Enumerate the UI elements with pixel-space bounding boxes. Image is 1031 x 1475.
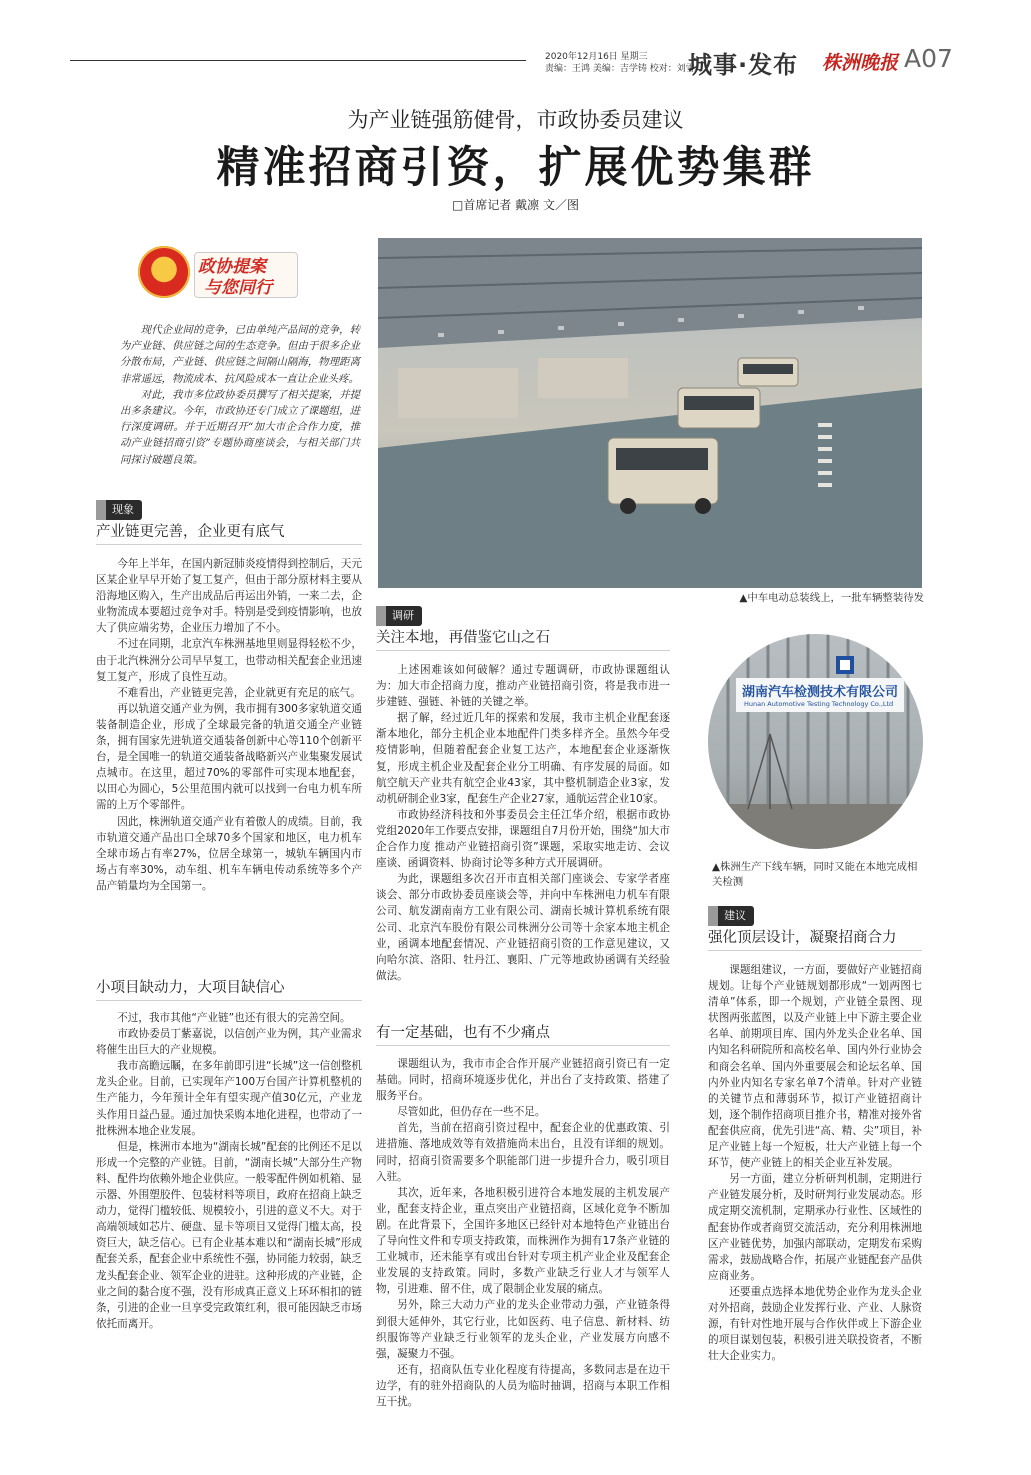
paragraph: 市政协委员丁紫嘉说，以信创产业为例，其产业需求将催生出巨大的产业规模。 [96, 1028, 362, 1057]
lead-paragraph: 现代企业间的竞争，已由单纯产品间的竞争，转为产业链、供应链之间的生态竞争。但由于很多企业分散布局，产业链、供应链之间隔山隔海，物理距离非常遥远，物流成本、抗风险成本一直让企业头疼。 [120, 324, 360, 385]
lead-paragraph: 对此，我市多位政协委员撰写了相关提案，并提出多条建议。今年，市政协还专门成立了课题组，进行深度调研。并于近期召开“加大市企合作力度，推动产业链招商引资”专题协商座谈会，与相关部门共同探讨破题良策。 [120, 388, 360, 466]
badge-line1: 政协提案 [198, 257, 266, 277]
body-xianxiang-part1 [96, 556, 362, 894]
headline-kicker: 为产业链强筋健骨，市政协委员建议 [347, 108, 684, 132]
paragraph: 课题组认为，我市市企合作开展产业链招商引资已有一定基础。同时，招商环境逐步优化，并出台了支持政策、搭建了服务平台。 [376, 1058, 670, 1103]
body-diaoyan-part2 [376, 1056, 670, 1410]
paragraph: 首先，当前在招商引资过程中，配套企业的优惠政策、引进措施、落地成效等有效措施尚未出台，且没有详细的规划。同时，招商引资需要多个职能部门进一步提升合力，吸引项目入驻。 [376, 1122, 670, 1183]
paragraph: 尽管如此，但仍存在一些不足。 [397, 1106, 546, 1119]
paragraph: 课题组建议，一方面，要做好产业链招商规划。让每个产业链规划都形成“一划两图七清单”体系，即一个规划，产业链全景图、现状图两张蓝图，以及产业链上中下游主要企业名单、前期项目库、国内外龙头企业名单、国内知名科研院所和高校名单、国内外行业协会和商会名单、国内外重要展会和论坛名单、国内外业内知名专家名单7个清单。针对产业链的关键节点和薄弱环节，拟订产业链招商计划，逐个制作招商项目推介书，精准对接外省配套供应商，优先引进“高、精、尖”项目，补足产业链上每一个短板，壮大产业链上每一个环节，使产业链上的相关企业互补发展。 [708, 964, 922, 1170]
paragraph: 但是，株洲市本地为“湖南长城”配套的比例还不足以形成一个完整的产业链。目前，“湖南长城”大部分生产物料、配件均依赖外地企业供应。一般零配件例如机箱、显示器、外围塑胶件、包装材料等项目，政府在招商上缺乏动力，觉得门槛较低、规模较小，引进的意义不大。对于高端领域如芯片、硬盘、显卡等项目又觉得门槛太高，投资巨大，缺乏信心。已有企业基本难以和“湖南长城”形成配套关系，配套企业中系统性不强，协同能力较弱，缺乏龙头配套企业、领军企业的进驻。这种形成的产业链，企业之间的黏合度不强，没有形成真正意义上环环相扣的链条，引进的企业一旦享受完政策红利，很可能因缺乏市场依托而离开。 [96, 1140, 362, 1330]
issue-date: 2020年12月16日 星期三 [545, 52, 648, 62]
cppcc-badge [138, 246, 298, 302]
paragraph: 另一方面，建立分析研判机制，定期进行产业链发展分析，及时研判行业发展动态。形成定期交流机制，定期承办行业性、区域性的配套协作或者商贸交流活动，充分利用株洲地区产业链优势，加强内部联动，定期发布采购需求，鼓励战略合作，拓展产业链配套产品供应商业务。 [708, 1173, 922, 1282]
photo-bus-assembly-line [378, 238, 922, 588]
testing-chamber-illustration [708, 634, 923, 849]
header-rule [70, 60, 526, 61]
body-diaoyan-part1 [376, 662, 670, 984]
paragraph: 还要重点选择本地优势企业作为龙头企业对外招商，鼓励企业发挥行业、产业、人脉资源，有针对性地开展与合作伙伴或上下游企业的项目谋划包装，积极引进关联投资者，不断壮大企业实力。 [708, 1285, 922, 1363]
cppcc-emblem-icon [138, 246, 190, 298]
editor-credits: 责编：王鸿 美编：吉学铸 校对：刘雪 [545, 64, 695, 74]
subhead-xianxiang-2: 小项目缺动力，大项目缺信心 [96, 980, 285, 996]
photo-testing-center-circle [708, 634, 923, 849]
paragraph: 今年上半年，在国内新冠肺炎疫情得到控制后，天元区某企业早早开始了复工复产，但由于部分原材料主要从沿海地区购入，生产出成品后再运出外销，一来二去，企业物流成本要超过竞争对手。特别是受到疫情影响，也放大了供应端劣势，企业压力增加了不小。 [96, 558, 362, 635]
byline: □首席记者 戴凛 文／图 [452, 198, 579, 212]
body-jianyi [708, 962, 922, 1364]
sign-company-name: 湖南汽车检测技术有限公司 [742, 685, 899, 700]
paragraph: 上述困难该如何破解？通过专题调研，市政协课题组认为：加大市企招商力度，推动产业链招商引资，将是我市进一步建链、强链、补链的关键之举。 [376, 664, 670, 709]
paragraph: 我市高瞻远瞩，在多年前即引进“长城”这一信创整机龙头企业。目前，已实现年产100万台国产计算机整机的生产能力，今年预计全年有望实现产值30亿元，产业龙头作用日益凸显。通过加快采购本地化进程，也带动了一批株洲本地企业发展。 [96, 1060, 362, 1137]
section-tag-xianxiang: 现象 [96, 500, 142, 520]
paragraph: 为此，课题组多次召开市直相关部门座谈会、专家学者座谈会、部分市政协委员座谈会等，并向中车株洲电力机车有限公司、航发湖南南方工业有限公司、湖南长城计算机系统有限公司、北京汽车股份有限公司株洲分公司等十余家本地主机企业，函调本地配套情况、产业链招商引资的工作意见建议，又向哈尔滨、洛阳、牡丹江、襄阳、广元等地政协函调有关经验做法。 [376, 873, 670, 982]
circle-photo-caption: ▲株洲生产下线车辆，同时又能在本地完成相关检测 [712, 861, 918, 888]
paragraph: 不过，我市其他“产业链”也还有很大的完善空间。 [117, 1012, 351, 1024]
body-xianxiang-part2 [96, 1010, 362, 1332]
lead-intro [120, 322, 360, 468]
main-photo-caption: ▲中车电动总装线上，一批车辆整装待发 [739, 592, 924, 604]
section-tag-diaoyan: 调研 [376, 606, 422, 626]
paragraph: 不过在同期，北京汽车株洲基地里则显得轻松不少，由于北汽株洲分公司早早复工，也带动相关配套企业迅速复工复产，形成了良性互动。 [96, 638, 362, 683]
paragraph: 不难看出，产业链更完善，企业就更有充足的底气。 [117, 686, 361, 699]
paragraph: 其次，近年来，各地积极引进符合本地发展的主机发展产业，配套支持企业，重点突出产业链招商，区域化竞争不断加剧。在此背景下，全国许多地区已经针对本地特色产业链出台了导向性文件和专项支持政策，而株洲作为拥有17条产业链的工业城市，还未能享有或出台针对专项主机产业企业及配套企业发展的支持政策。同时，多数产业缺乏行业人才与领军人物，引进难、留不住，成了限制企业发展的痛点。 [376, 1186, 670, 1296]
paper-name-logo: 株洲晚报 [822, 52, 899, 74]
paragraph: 另外，除三大动力产业的龙头企业带动力强，产业链条得到很大延伸外，其它行业，比如医药、电子信息、新材料、纺织服饰等产业缺乏行业领军的龙头企业，产业发展方向感不强，凝聚力不强。 [376, 1299, 670, 1360]
section-name: 城事·发布 [688, 51, 799, 79]
badge-line2: 与您同行 [204, 278, 272, 298]
paragraph: 还有，招商队伍专业化程度有待提高，多数同志是在边干边学，有的驻外招商队的人员为临时抽调，招商与本职工作相互干扰。 [376, 1363, 670, 1408]
section-tag-jianyi: 建议 [708, 906, 754, 926]
sign-company-english: Hunan Automotive Testing Technology Co.,Ltd [744, 700, 894, 708]
subhead-diaoyan-1: 关注本地，再借鉴它山之石 [376, 630, 550, 646]
paragraph: 市政协经济科技和外事委员会主任江华介绍，根据市政协党组2020年工作要点安排，课题组自7月份开始，围绕“加大市企合作力度 推动产业链招商引资”课题，采取实地走访、会议座谈、函调资料、协商讨论等多种方式开展调研。 [376, 808, 670, 870]
page-number: A07 [904, 44, 953, 73]
subhead-diaoyan-2: 有一定基础，也有不少痛点 [376, 1025, 550, 1041]
factory-illustration [378, 238, 922, 588]
paragraph: 再以轨道交通产业为例，我市拥有300多家轨道交通装备制造企业，形成了全球最完备的轨道交通全产业链条，拥有国家先进轨道交通装备创新中心等110个创新平台，是全国唯一的轨道交通装备战略新兴产业集聚发展试点城市。在这里，超过70%的零部件可实现本地配套，以田心为圆心，5公里范围内就可以找到一台电力机车所需的上万个零部件。 [96, 702, 362, 812]
headline-title: 精准招商引资，扩展优势集群 [216, 143, 815, 193]
subhead-jianyi-1: 强化顶层设计，凝聚招商合力 [708, 930, 897, 946]
paragraph: 因此，株洲轨道交通产业有着傲人的成绩。目前，我市轨道交通产品出口全球70多个国家和地区，电力机车全球市场占有率27%，位居全球第一，城轨车辆国内市场占有率30%，动车组、机车车辆电传动系统等多个产品产销量均为全国第一。 [96, 815, 362, 892]
subhead-xianxiang-1: 产业链更完善，企业更有底气 [96, 524, 285, 540]
paragraph: 据了解，经过近几年的探索和发展，我市主机企业配套逐渐本地化，部分主机企业本地配件门类多样齐全。虽然今年受疫情影响，但随着配套企业复工达产，本地配套企业逐渐恢复，形成主机企业及配套企业分工明确、有序发展的局面。如航空航天产业共有航空企业43家，其中整机制造企业3家，发动机研制企业3家，配套生产企业27家，通航运营企业10家。 [376, 712, 670, 805]
